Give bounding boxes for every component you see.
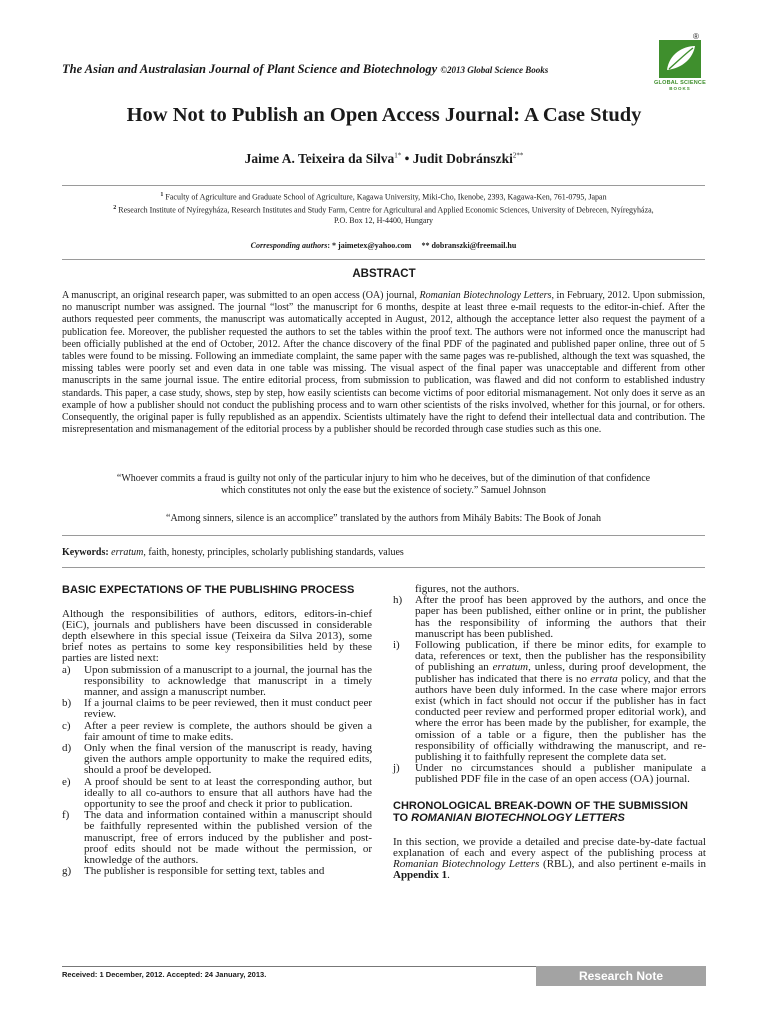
journal-header <box>62 62 652 77</box>
affiliation-2-number: 2 <box>113 204 117 211</box>
publisher-logo <box>655 34 705 98</box>
affiliations <box>62 190 705 226</box>
list-item-i <box>393 640 706 763</box>
list-item-i-text-1: Following publication, if there be minor edits, for example to data, references or text, then the publisher has the responsibility of publishing an <box>415 639 706 674</box>
list-item-h-text: After the proof has been approved by the authors, and once the paper has been published, either online or in print, the publisher has the responsibility of informing the authors that their manuscript has been published. <box>415 594 706 640</box>
section-2-heading-text: CHRONOLOGICAL BREAK-DOWN OF THE SUBMISSION TO <box>393 799 688 825</box>
abstract-text-2: , in February, 2012. Upon submission, no manuscript number was assigned. The journal “lost” the manuscript for 6 months, despite at least three e-mail requests to the editor-in-chief. After the authors requested peer comments, the manuscript was automatically accepted in August, 2012, although the acceptance letter also request the payment of a publication fee. Moreover, the publisher requested the authors to set the tables within the proof text. The authors were not informed once the manuscript had been officially published at the end of October, 2012. After the chance discovery of the final PDF of the paginated and published paper online, three out of 5 tables were found to be missing. Following an immediate complaint, the same paper with the same pages was re-published, although the text was squashed, the missing tables were poorly set and even data in one table was missing. The visual aspect of the final paper was unacceptable and different from other manuscripts in the same journal issue. The entire editorial process, from submission to publication, was flawed and did not conform to established industry standards. This paper, a case study, shows, step by step, how easily scientists can become victims of poor editorial mismanagement. Not only does it serve as an example of how a publisher should not conduct the publishing process and to warn other scientists of the risks involved, whether for this journal, or for others. Consequently, the original paper is fully republished as an appendix. Scientists ultimately have the right to defend their intellectual data and contribution. The misrepresentation and mismanagement of the editorial process by a publisher should be recorded through case studies such as this one. <box>62 290 705 436</box>
affiliation-1-text: Faculty of Agriculture and Graduate School of Agriculture, Kagawa University, Miki-Cho, Ikenobe, 2393, Kagawa-Ken, 761-0795, Japan <box>165 192 607 202</box>
list-item-h <box>393 595 706 640</box>
list-item-label: d) <box>62 741 72 754</box>
list-item-label: c) <box>62 719 71 732</box>
paper-title: How Not to Publish an Open Access Journal: A Case Study <box>126 104 642 126</box>
section-1-heading: BASIC EXPECTATIONS OF THE PUBLISHING PROCESS <box>62 584 355 596</box>
section-2-paragraph <box>393 837 706 882</box>
corresponding-email-1[interactable]: : * jaimetex@yahoo.com <box>327 241 412 250</box>
logo-leaf-icon <box>659 40 701 78</box>
list-item-label: b) <box>62 697 72 710</box>
list-item-j-text: Under no circumstances should a publisher manipulate a published PDF file in the case of an open access (OA) journal. <box>415 762 706 786</box>
list-item-text: The publisher is responsible for setting text, tables and <box>84 865 325 878</box>
author-2-affiliation: 2** <box>512 151 524 160</box>
section-2-text-end: . <box>447 869 450 882</box>
left-column <box>62 584 372 877</box>
journal-copyright: ©2013 Global Science Books <box>440 65 549 75</box>
author-separator: • <box>401 151 413 166</box>
affiliation-2-address: P.O. Box 12, H-4400, Hungary <box>333 216 434 226</box>
list-item-c <box>62 721 372 743</box>
list-item-label: g) <box>62 865 72 878</box>
right-column <box>393 584 706 881</box>
list-item-e <box>62 777 372 811</box>
list-item-text: The data and information contained within a manuscript should be faithfully represented within the published version of the manuscript, free of errors induced by the publisher and post-proof edits should not be made without the permission, or knowledge of the authors. <box>84 809 372 866</box>
list-item-i-text-3: policy, and that the authors have been duly informed. In the case where major errors exist (which in fact should not occur if the publisher has in fact conducted peer review and performed proper editorial work), and where the error has been made by the publisher, for example, the omission of a table or a figure, then the publisher has the responsibility of officially withdrawing the manuscript, and re-publishing it to faithfully represent the complete data set. <box>415 672 706 764</box>
list-item-f <box>62 810 372 866</box>
list-item-label: a) <box>62 663 71 676</box>
keywords-label: Keywords: <box>62 547 109 558</box>
logo-text <box>651 80 709 92</box>
epigraph-johnson-line-1: “Whoever commits a fraud is guilty not only of the particular injury to him who he deceives, but of the diminution of that confidence <box>116 473 651 484</box>
registered-mark: ® <box>693 32 699 41</box>
author-1-affiliation: 1* <box>394 151 402 160</box>
list-item-label: e) <box>62 775 71 788</box>
section-2-text-2: (RBL), and also pertinent e-mails in <box>539 858 707 871</box>
list-item-h-label: h) <box>393 594 403 607</box>
logo-line-1: GLOBAL SCIENCE <box>654 80 706 86</box>
list-item-g <box>62 866 372 877</box>
abstract-body <box>62 290 705 436</box>
section-2-appendix-ref[interactable]: Appendix 1 <box>393 869 448 882</box>
list-item-text: A proof should be sent to at least the corresponding author, but ideally to all co-authors to ensure that all authors have had the opportunity to see the proof and check it prior to publication. <box>84 775 372 810</box>
list-item-b <box>62 698 372 720</box>
list-item-i-errata: errata <box>590 672 618 685</box>
received-dates: Received: 1 December, 2012. Accepted: 24 January, 2013. <box>62 970 267 979</box>
section-1-list <box>62 665 372 878</box>
article-type-badge: Research Note <box>536 966 706 986</box>
affiliation-2 <box>62 203 705 216</box>
list-item-a <box>62 665 372 699</box>
keywords-list: , faith, honesty, principles, scholarly publishing standards, values <box>143 547 404 558</box>
abstract-text-1: A manuscript, an original research paper, was submitted to an open access (OA) journal, <box>62 290 420 301</box>
affiliation-1-number: 1 <box>160 192 164 198</box>
list-item-j <box>393 763 706 785</box>
list-item-i-label: i) <box>393 639 400 652</box>
list-item-text: If a journal claims to be peer reviewed, then it must conduct peer review. <box>84 697 372 721</box>
section-2-heading-journal: ROMANIAN BIOTECHNOLOGY LETTERS <box>411 812 625 825</box>
author-2-name: Judit Dobránszki <box>412 151 513 166</box>
list-item-i-text-2: , unless, during proof development, the publisher has indicated that there is no <box>415 661 706 685</box>
list-continuation: figures, not the authors. <box>415 583 520 595</box>
abstract-heading: ABSTRACT <box>352 268 416 280</box>
corresponding-label: Corresponding authors <box>250 241 328 250</box>
corresponding-authors <box>62 241 705 250</box>
list-item-j-label: j) <box>393 762 400 775</box>
list-item-text: Only when the final version of the manuscript is ready, having given the authors ample opportunity to make the required edits, should a proof be developed. <box>84 741 372 777</box>
journal-name: The Asian and Australasian Journal of Plant Science and Biotechnology <box>62 62 438 76</box>
section-2-heading <box>393 800 706 825</box>
affiliation-1 <box>62 190 705 203</box>
list-item-label: f) <box>62 809 70 822</box>
abstract-journal-name: Romanian Biotechnology Letters <box>419 290 552 301</box>
author-line <box>0 151 768 167</box>
divider-abstract <box>62 259 705 260</box>
list-item-d <box>62 743 372 777</box>
divider-body <box>62 567 705 568</box>
divider-top <box>62 185 705 186</box>
keyword-erratum: erratum <box>111 547 144 558</box>
divider-keywords <box>62 535 705 536</box>
list-item-i-erratum: erratum <box>492 661 529 674</box>
affiliation-2-text: Research Institute of Nyíregyháza, Research Institutes and Study Farm, Centre for Agricultural and Applied Economic Sciences, University of Debrecen, Nyíregyháza, <box>118 205 654 215</box>
epigraph-johnson <box>62 473 705 497</box>
epigraph-johnson-line-2: which constitutes not only the ease but the existence of society.” Samuel Johnson <box>220 485 547 497</box>
keywords <box>62 547 705 558</box>
section-2-text-1: In this section, we provide a detailed and precise date-by-date factual explanation of each and every aspect of the publishing process at <box>393 835 706 859</box>
corresponding-email-2[interactable]: ** dobranszki@freemail.hu <box>421 241 517 250</box>
section-1-intro: Although the responsibilities of authors, editors, editors-in-chief (EiC), journals and publishers have been discussed in considerable depth elsewhere in this special issue (Teixeira da Silva 2013), some brief notes as pertains to some key responsibilities held by these parties are listed next: <box>62 607 372 665</box>
logo-line-2: BOOKS <box>669 86 691 91</box>
author-1-name: Jaime A. Teixeira da Silva <box>244 151 395 166</box>
epigraph-babits: “Among sinners, silence is an accomplice” translated by the authors from Mihály Babits: The Book of Jonah <box>166 513 601 524</box>
list-item-text: After a peer review is complete, the authors should be given a fair amount of time to make edits. <box>84 719 372 743</box>
list-item-text: Upon submission of a manuscript to a journal, the journal has the responsibility to acknowledge that manuscript in a timely manner, and assign a manuscript number. <box>84 663 372 698</box>
section-2-journal: Romanian Biotechnology Letters <box>393 858 540 871</box>
